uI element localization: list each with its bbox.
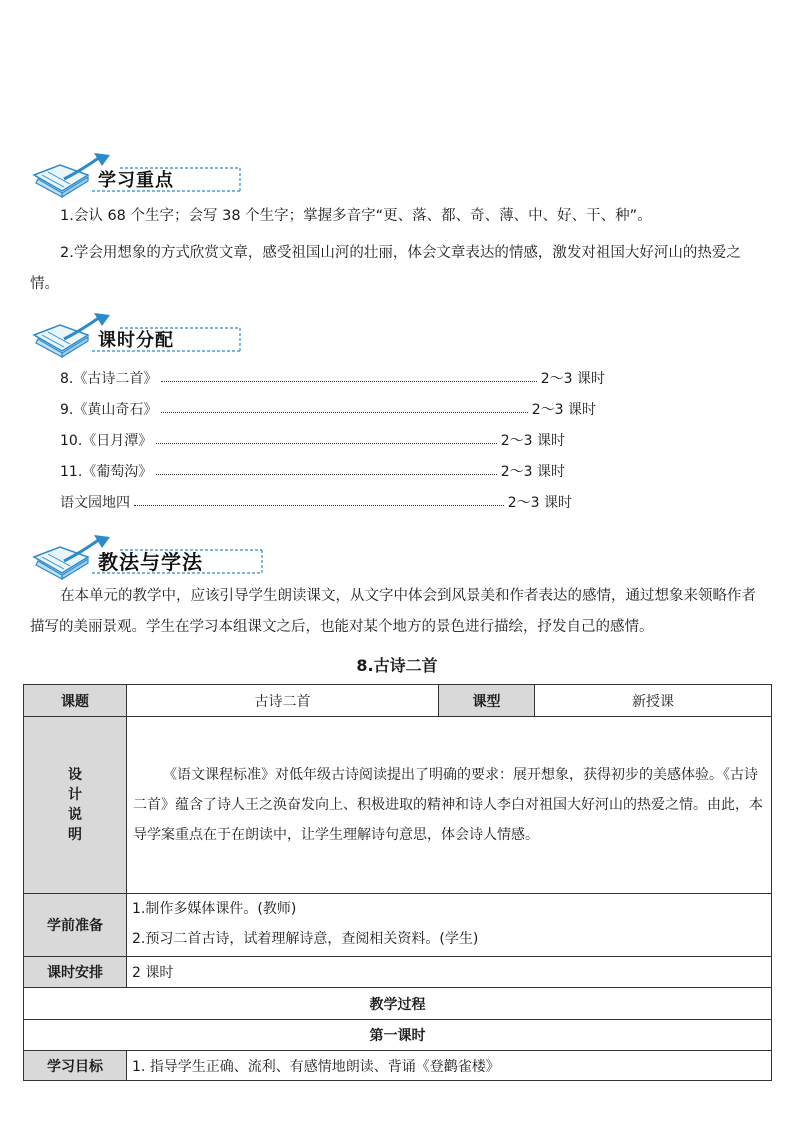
leader-dots <box>156 474 496 475</box>
table-row <box>24 717 772 894</box>
goal-label: 学习目标 <box>24 1051 127 1081</box>
hours-label: 课时安排 <box>24 957 127 988</box>
design-text-cell <box>127 717 772 894</box>
table-row <box>24 957 772 988</box>
schedule-lesson-name: 语文园地四 <box>60 495 130 511</box>
schedule-row <box>60 399 596 419</box>
table-row <box>24 1020 772 1051</box>
type-label: 课型 <box>439 685 535 717</box>
leader-dots <box>134 505 504 506</box>
section-header-focus <box>30 153 280 201</box>
methods-text: 在本单元的教学中，应该引导学生朗读课文，从文字中体会到风景美和作者表达的感情，通过想象来领略作者描写的美丽景观。学生在学习本组课文之后，也能对某个地方的景色进行描绘，抒发自己的感情。 <box>30 588 756 635</box>
type-value: 新授课 <box>535 685 772 717</box>
schedule-lesson-name: 8.《古诗二首》 <box>60 371 158 387</box>
leader-dots <box>156 443 496 444</box>
design-label-cell <box>24 717 127 894</box>
section-title-methods: 教法与学法 <box>98 550 203 574</box>
schedule-lesson-name: 9.《黄山奇石》 <box>60 402 158 418</box>
schedule-hours: 2～3 课时 <box>531 402 596 418</box>
schedule-lesson-name: 10.《日月潭》 <box>60 433 153 449</box>
prep-label: 学前准备 <box>24 894 127 957</box>
schedule-hours: 2～3 课时 <box>540 371 605 387</box>
design-text: 《语文课程标准》对低年级古诗阅读提出了明确的要求：展开想象，获得初步的美感体验。《古诗二首》蕴含了诗人王之涣奋发向上、积极进取的精神和诗人李白对祖国大好河山的热爱之情。由此，本导学案重点在于在朗读中，让学生理解诗句意思，体会诗人情感。 <box>133 767 763 843</box>
section-header-schedule <box>30 313 280 361</box>
topic-value: 古诗二首 <box>127 685 439 717</box>
goal-item: 1. 指导学生正确、流利、有感情地朗读、背诵《登鹳雀楼》 <box>127 1051 772 1081</box>
first-lesson-label: 第一课时 <box>24 1020 772 1051</box>
hours-value: 2 课时 <box>127 957 772 988</box>
schedule-row <box>60 461 565 481</box>
schedule-row <box>60 430 565 450</box>
section-title-schedule: 课时分配 <box>98 330 174 351</box>
table-row <box>24 988 772 1020</box>
focus-item-2: 2.学会用想象的方式欣赏文章，感受祖国山河的壮丽，体会文章表达的情感，激发对祖国大好河山的热爱之情。 <box>30 245 741 292</box>
section-header-methods <box>30 535 280 583</box>
focus-item-1: 1.会认 68 个生字；会写 38 个生字；掌握多音字“更、落、都、奇、薄、中、好、干、种”。 <box>60 208 652 224</box>
lesson-plan-table <box>23 684 772 1081</box>
leader-dots <box>161 381 536 382</box>
schedule-hours: 2～3 课时 <box>507 495 572 511</box>
schedule-hours: 2～3 课时 <box>500 433 565 449</box>
schedule-row <box>60 492 572 512</box>
schedule-row <box>60 368 605 388</box>
section-title-focus: 学习重点 <box>98 170 174 191</box>
table-row <box>24 1051 772 1081</box>
topic-label: 课题 <box>24 685 127 717</box>
lesson-title: 8.古诗二首 <box>356 656 438 675</box>
prep-item: 2.预习二首古诗，试着理解诗意，查阅相关资料。(学生) <box>132 931 479 947</box>
table-row <box>24 894 772 957</box>
prep-item: 1.制作多媒体课件。(教师) <box>132 901 297 917</box>
schedule-hours: 2～3 课时 <box>500 464 565 480</box>
design-label: 设计说明 <box>68 767 82 843</box>
table-row <box>24 685 772 717</box>
schedule-lesson-name: 11.《葡萄沟》 <box>60 464 153 480</box>
leader-dots <box>161 412 527 413</box>
prep-cell <box>127 894 772 957</box>
process-label: 教学过程 <box>24 988 772 1020</box>
